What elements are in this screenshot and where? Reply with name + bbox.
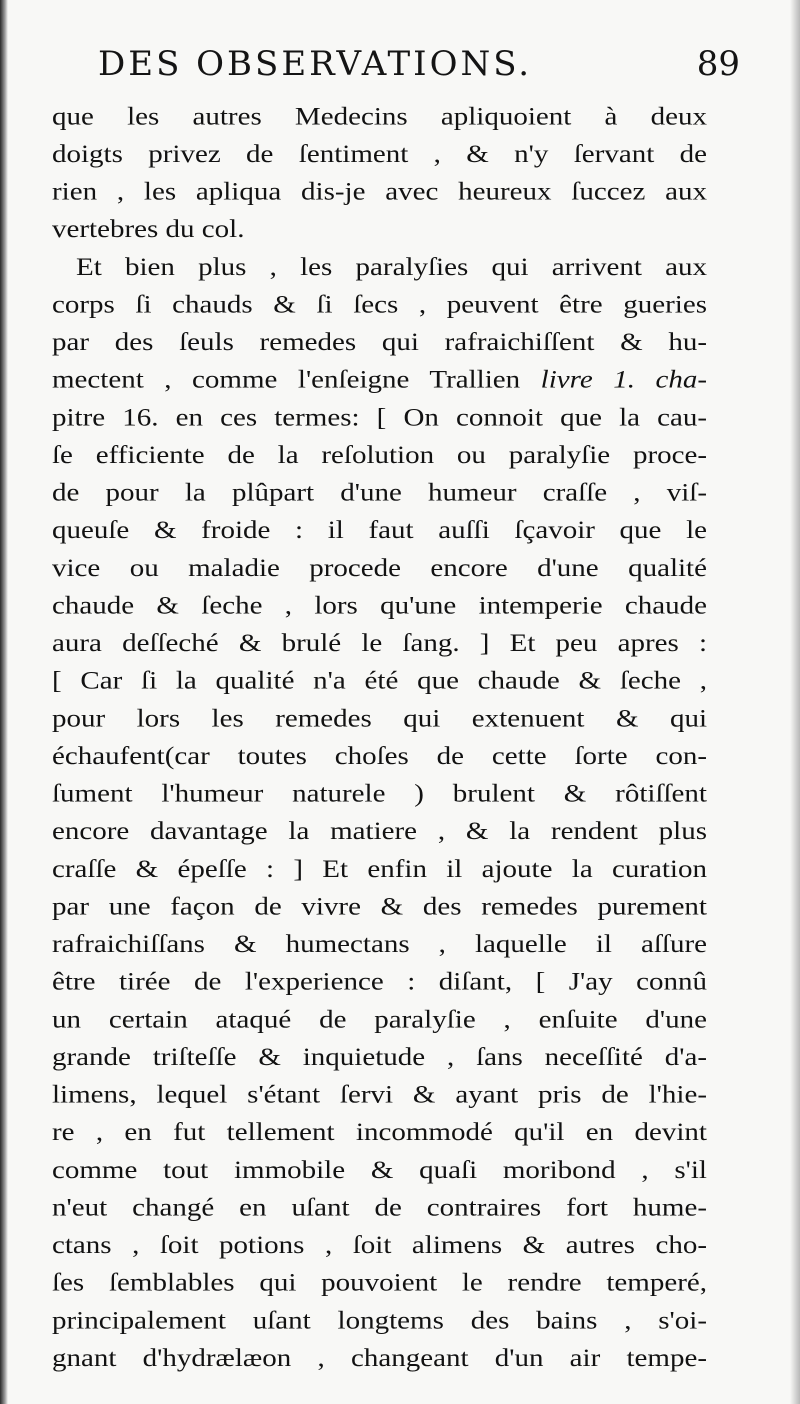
text-line: Et bien plus , les paralyſies qui arrivent aux: [76, 252, 707, 281]
text-line: vertebres du col.: [52, 215, 245, 244]
text-segment: mectent , comme l'enſeigne Trallien: [52, 365, 521, 394]
text-line: pitre 16. en ces termes: [ On connoit que la cau-: [52, 403, 707, 432]
text-line: n'eut changé en uſant de contraires fort hume-: [52, 1193, 707, 1222]
page-header: [60, 44, 740, 94]
text-line: un certain ataqué de paralyſie , enſuite d'une: [52, 1005, 707, 1034]
text-line: être tirée de l'experience : diſant, [ J'ay connû: [52, 967, 707, 996]
text-line: pour lors les remedes qui extenuent & qui: [52, 704, 707, 733]
text-line: limens, lequel s'étant ſervi & ayant pris de l'hie-: [52, 1080, 707, 1109]
text-line: rien , les apliqua dis-je avec heureux ſuccez aux: [52, 177, 707, 206]
text-line: craſſe & épeſſe : ] Et enfin il ajoute la curation: [52, 854, 707, 883]
page-number: 89: [696, 44, 740, 84]
italic-reference: livre 1. cha-: [540, 365, 707, 394]
text-line: [ Car ſi la qualité n'a été que chaude & ſeche ,: [52, 666, 707, 695]
text-line: re , en fut tellement incommodé qu'il en devint: [52, 1118, 707, 1147]
text-line: doigts privez de ſentiment , & n'y ſervant de: [52, 140, 707, 168]
text-line: gnant d'hydrælæon , changeant d'un air tempe-: [52, 1344, 707, 1372]
text-line: échaufent(car toutes choſes de cette ſorte con-: [52, 742, 707, 770]
text-line: ctans , ſoit potions , ſoit alimens & autres cho-: [52, 1231, 707, 1260]
text-line: corps ſi chauds & ſi ſecs , peuvent être gueries: [52, 290, 707, 319]
text-line: [52, 361, 707, 399]
text-line: ſes ſemblables qui pouvoient le rendre temperé,: [52, 1268, 707, 1297]
text-line: queuſe & froide : il faut auſſi ſçavoir que le: [52, 516, 707, 545]
text-line: ſe efficiente de la reſolution ou paralyſie proce-: [52, 441, 707, 469]
text-line: aura deſſeché & brulé le ſang. ] Et peu apres :: [52, 629, 707, 658]
text-line: principalement uſant longtems des bains , s'oi-: [52, 1306, 707, 1335]
text-line: que les autres Medecins apliquoient à deux: [52, 102, 707, 131]
text-line: vice ou maladie procede encore d'une qualité: [52, 553, 707, 582]
text-line: comme tout immobile & quaſi moribond , s'il: [52, 1155, 707, 1184]
body-text: [52, 98, 707, 1372]
text-line: par des ſeuls remedes qui rafraichiſſent & hu-: [52, 328, 707, 357]
text-line: encore davantage la matiere , & la rendent plus: [52, 817, 707, 846]
text-line: grande triſteſſe & inquietude , ſans neceſſité d'a-: [52, 1043, 707, 1071]
text-line: chaude & ſeche , lors qu'une intemperie chaude: [52, 591, 707, 620]
running-head: DES OBSERVATIONS.: [98, 44, 533, 84]
text-line: par une façon de vivre & des remedes purement: [52, 892, 707, 921]
text-line: ſument l'humeur naturele ) brulent & rôtiſſent: [52, 779, 707, 808]
text-line: rafraichiſſans & humectans , laquelle il aſſure: [52, 930, 707, 959]
text-line: de pour la plûpart d'une humeur craſſe , viſ-: [52, 478, 707, 507]
